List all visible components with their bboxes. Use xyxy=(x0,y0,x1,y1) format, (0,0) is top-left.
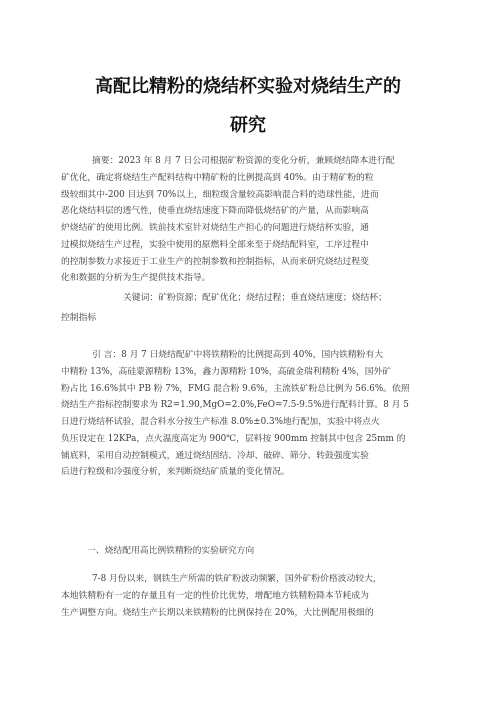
section-1-line: 本地铁精粉有一定的存量且有一定的性价比优势，增配地方铁精粉降本节耗成为 xyxy=(61,590,369,601)
abstract-line: 化和数据的分析为生产提供技术指导。 xyxy=(61,273,211,284)
abstract-line: 恶化烧结料层的透气性，使垂直烧结速度下降而降低烧结矿的产量，从而影响高 xyxy=(61,206,369,217)
introduction-line: 日进行烧结杯试验，混合料水分按生产标准 8.0%±0.3%地行配加，实验中将点火 xyxy=(61,417,380,427)
keywords-line: 关键词：矿粉资源；配矿优化；烧结过程；垂直烧结速度；烧结杯； xyxy=(123,293,387,303)
introduction-line: 后进行粒级和冷强度分析，来判断烧结矿质量的变化情况。 xyxy=(61,467,290,478)
abstract-line: 的控制参数力求接近于工业生产的控制参数和控制指标，从而来研究烧结过程变 xyxy=(61,256,369,267)
keywords-line: 控制指标 xyxy=(61,312,97,323)
introduction-paragraph xyxy=(61,347,441,481)
document-title-line-2: 研究 xyxy=(230,115,266,136)
abstract-paragraph xyxy=(61,153,441,287)
introduction-line: 引 言：8 月 7 日烧结配矿中将铁精粉的比例提高到 40%，国内铁精粉有大 xyxy=(92,350,384,360)
introduction-line: 烧结生产指标控制要求为 R2=1.90,MgO=2.0%,FeO=7.5-9.5%进行配料计算。8 月 5 xyxy=(61,400,409,411)
section-1-paragraph xyxy=(61,571,441,621)
introduction-line: 粉占比 16.6%其中 PB 粉 7%，FMG 混合粉 9.6%，主流铁矿粉总比例为 56.6%。依照 xyxy=(61,383,410,394)
section-heading-text: 一、烧结配用高比例铁精粉的实验研究方向 xyxy=(87,546,255,556)
abstract-line: 炉烧结矿的使用比例。铁前技术室针对烧结生产担心的问题进行烧结杯实验，通 xyxy=(61,223,369,233)
document-title-line-1: 高配比精粉的烧结杯实验对烧结生产的 xyxy=(95,76,401,97)
abstract-line: 摘要：2023 年 8 月 7 日公司根据矿粉资源的变化分析，兼顾烧结降本进行配 xyxy=(92,156,395,166)
section-1-line: 生产调整方向。烧结生产长期以来铁精粉的比例保持在 20%，大比例配用极细的 xyxy=(61,607,374,618)
introduction-line: 负压设定在 12KPa，点火温度高定为 900℃，层料按 900mm 控制其中包含 25mm 的 xyxy=(61,433,406,444)
introduction-line: 铺底料，采用自动控制模式，通过烧结固结、冷却、破碎、筛分、转鼓强度实验 xyxy=(61,450,369,461)
introduction-line: 中精粉 13%，高硅蒙源精粉 13%，鑫力源精粉 10%，高硫金瑞利精粉 4%，国外矿 xyxy=(61,366,392,377)
abstract-line: 矿优化，确定将烧结生产配料结构中精矿粉的比例提高到 40%。由于精矿粉的粒 xyxy=(61,172,374,183)
keywords-paragraph xyxy=(61,290,441,327)
abstract-line: 级较细其中-200 目达到 70%以上，细粒级含量较高影响混合料的造球性能，进而 xyxy=(61,189,379,200)
section-1-line: 7-8 月份以来，钢铁生产所需的铁矿粉波动频繁，国外矿粉价格波动较大， xyxy=(92,574,382,584)
abstract-line: 过模拟烧结生产过程，实验中使用的原燃料全部来至于烧结配料室，工序过程中 xyxy=(61,239,369,250)
section-1-heading xyxy=(61,543,441,560)
